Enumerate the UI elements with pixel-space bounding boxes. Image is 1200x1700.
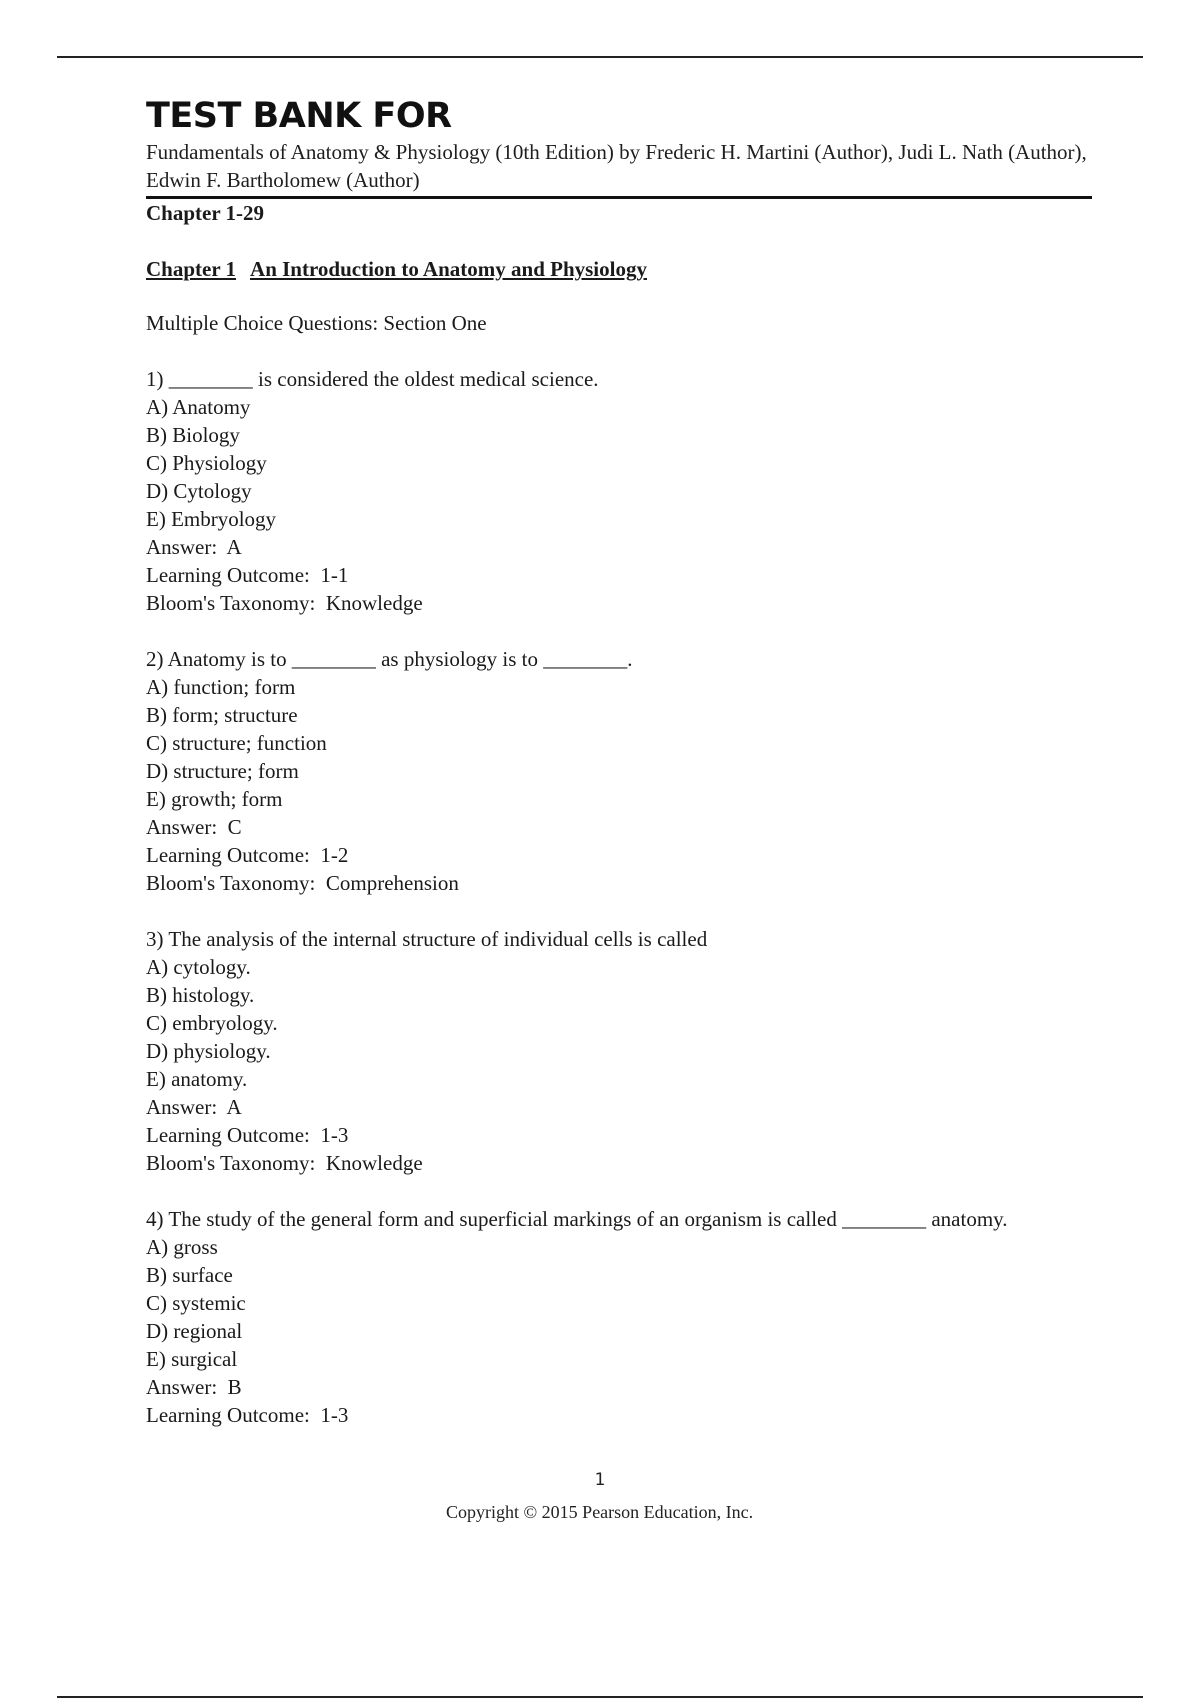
answer-option: E) growth; form: [146, 787, 283, 811]
chapter-title: An Introduction to Anatomy and Physiology: [250, 257, 647, 281]
answer-option: D) structure; form: [146, 759, 299, 783]
learning-outcome: Learning Outcome: 1-2: [146, 843, 349, 867]
answer-key: Answer: B: [146, 1375, 242, 1399]
answer-option: E) anatomy.: [146, 1067, 248, 1091]
document-title: TEST BANK FOR: [146, 96, 452, 136]
question-1: [146, 365, 1092, 617]
answer-option: A) function; form: [146, 675, 296, 699]
chapter-range: Chapter 1-29: [146, 201, 265, 225]
learning-outcome: Learning Outcome: 1-3: [146, 1403, 349, 1427]
question-3: [146, 925, 1092, 1177]
answer-option: B) Biology: [146, 423, 240, 447]
answer-option: B) form; structure: [146, 703, 298, 727]
answer-option: D) Cytology: [146, 479, 252, 503]
question-stem: 3) The analysis of the internal structure of individual cells is called: [146, 927, 708, 951]
bottom-rule: [57, 1696, 1143, 1698]
answer-option: B) surface: [146, 1263, 233, 1287]
book-subtitle: Fundamentals of Anatomy & Physiology (10th Edition) by Frederic H. Martini (Author), Judi L. Nath (Author), Edwin F. Bartholomew (Author): [146, 140, 1087, 192]
question-stem: 4) The study of the general form and superficial markings of an organism is called ________ anatomy.: [146, 1207, 1008, 1231]
answer-option: C) embryology.: [146, 1011, 278, 1035]
answer-option: A) Anatomy: [146, 395, 251, 419]
top-rule: [57, 56, 1143, 58]
answer-option: C) structure; function: [146, 731, 327, 755]
page-number: 1: [594, 1470, 606, 1490]
blooms-taxonomy: Bloom's Taxonomy: Knowledge: [146, 1151, 423, 1175]
answer-option: E) surgical: [146, 1347, 238, 1371]
chapter-heading: [146, 255, 1092, 283]
answer-option: D) physiology.: [146, 1039, 271, 1063]
answer-option: C) Physiology: [146, 451, 267, 475]
blooms-taxonomy: Bloom's Taxonomy: Knowledge: [146, 591, 423, 615]
question-2: [146, 645, 1092, 897]
document-page: [146, 96, 1092, 1429]
answer-option: D) regional: [146, 1319, 243, 1343]
answer-option: E) Embryology: [146, 507, 277, 531]
question-stem: 2) Anatomy is to ________ as physiology is to ________.: [146, 647, 633, 671]
answer-key: Answer: A: [146, 1095, 242, 1119]
question-4: [146, 1205, 1092, 1429]
learning-outcome: Learning Outcome: 1-1: [146, 563, 349, 587]
section-label: Multiple Choice Questions: Section One: [146, 311, 487, 335]
answer-key: Answer: C: [146, 815, 242, 839]
answer-option: A) cytology.: [146, 955, 251, 979]
answer-key: Answer: A: [146, 535, 242, 559]
learning-outcome: Learning Outcome: 1-3: [146, 1123, 349, 1147]
answer-option: C) systemic: [146, 1291, 246, 1315]
question-stem: 1) ________ is considered the oldest medical science.: [146, 367, 599, 391]
answer-option: B) histology.: [146, 983, 255, 1007]
answer-option: A) gross: [146, 1235, 218, 1259]
copyright-notice: Copyright © 2015 Pearson Education, Inc.: [446, 1502, 754, 1522]
blooms-taxonomy: Bloom's Taxonomy: Comprehension: [146, 871, 459, 895]
chapter-number: Chapter 1: [146, 257, 237, 281]
